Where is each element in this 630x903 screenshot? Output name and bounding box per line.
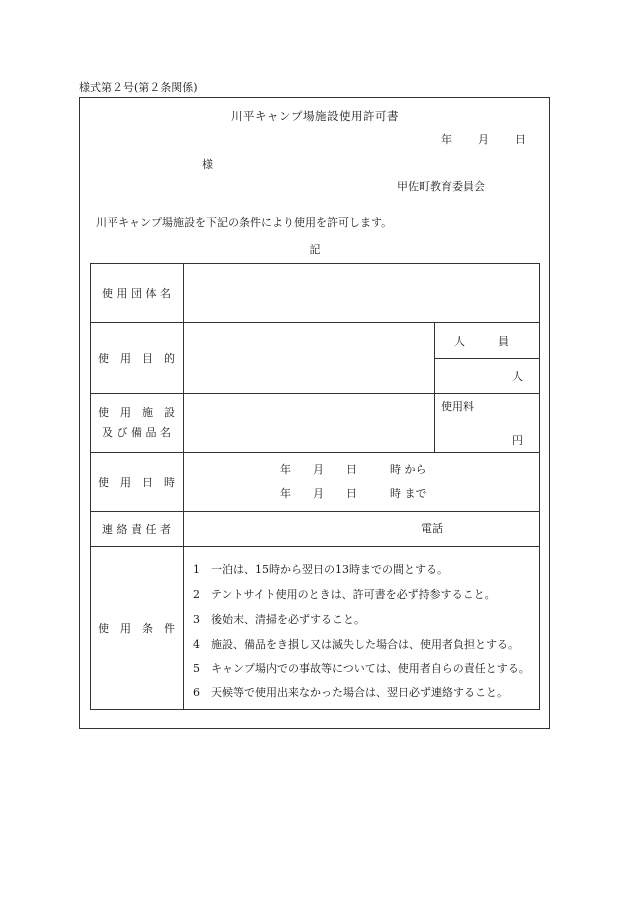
condition-item: 4 施設、備品をき損し又は滅失した場合は、使用者負担とする。: [193, 638, 519, 651]
permission-statement: 川平キャンプ場施設を下記の条件により使用を許可します。: [96, 216, 393, 229]
facility-label: 使 用 施 設 及 び 備 品 名: [98, 405, 175, 439]
contact-label: 連 絡 責 任 者: [102, 522, 171, 536]
condition-item: 2 テントサイト使用のときは、許可書を必ず持参すること。: [193, 588, 496, 601]
facility-field[interactable]: [184, 394, 434, 452]
date-month: 月: [478, 133, 489, 146]
headcount-label: 人 員: [454, 335, 509, 348]
headcount-unit: 人: [512, 370, 523, 383]
document-title: 川平キャンプ場施設使用許可書: [231, 109, 399, 123]
addressee-suffix: 様: [202, 158, 213, 171]
date-day: 日: [515, 133, 526, 146]
datetime-from: 年 月 日 時 から: [280, 463, 427, 476]
datetime-label: 使 用 日 時: [98, 475, 175, 489]
group-name-field[interactable]: [184, 264, 539, 322]
issue-date: [441, 134, 526, 145]
issuer-name: 甲佐町教育委員会: [397, 180, 485, 193]
group-name-label: 使 用 団 体 名: [102, 286, 171, 300]
condition-item: 3 後始末、清掃を必ずすること。: [193, 613, 365, 626]
phone-label: 電話: [421, 522, 443, 535]
purpose-field[interactable]: [184, 323, 434, 393]
condition-item: 1 一泊は、15時から翌日の13時までの間とする。: [193, 563, 448, 576]
date-year: 年: [441, 133, 452, 146]
permit-table: [90, 263, 540, 710]
condition-item: 6 天候等で使用出来なかった場合は、翌日必ず連絡すること。: [193, 686, 508, 699]
purpose-label: 使 用 目 的: [98, 351, 175, 365]
form-number-label: 様式第２号(第２条関係): [79, 81, 198, 94]
datetime-to: 年 月 日 時 まで: [280, 487, 427, 500]
conditions-label: 使 用 条 件: [98, 621, 175, 635]
fee-unit: 円: [512, 434, 523, 447]
condition-item: 5 キャンプ場内での事故等については、使用者自らの責任とする。: [193, 662, 530, 675]
record-mark: 記: [309, 243, 321, 256]
fee-label: 使用料: [441, 400, 474, 413]
